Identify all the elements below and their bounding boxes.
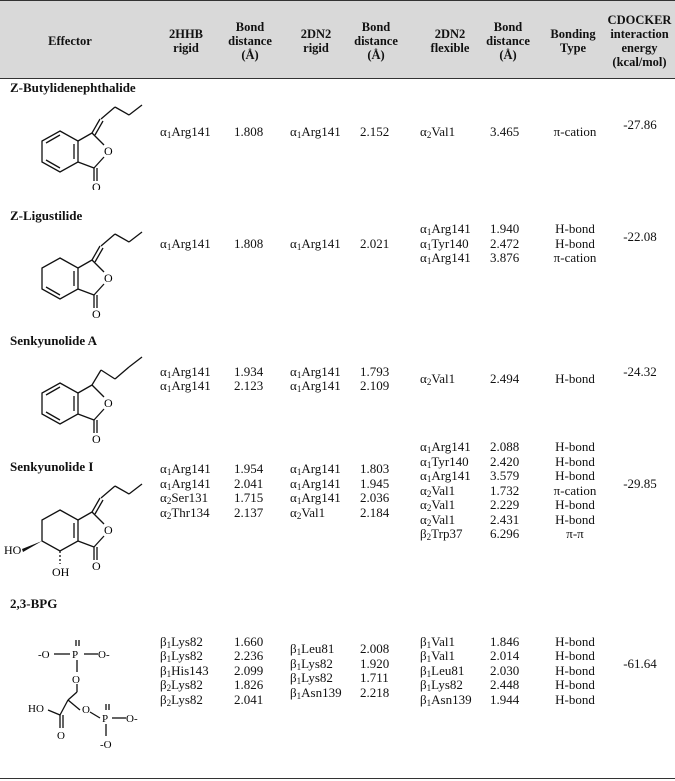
bonding-type: H-bond: [555, 633, 595, 649]
effector-name: Senkyunolide I: [10, 459, 94, 474]
distance-2dn2-rigid: 2.184: [360, 504, 390, 520]
residue-2dn2-rigid: $\beta_1Leu81$: [290, 641, 335, 657]
atom-label: -O: [100, 739, 112, 751]
distance-2dn2-flexible: 2.420: [490, 453, 520, 469]
atom-label: O-: [98, 649, 110, 661]
atom-label: O: [82, 704, 90, 716]
distance-2dn2-rigid: 1.711: [360, 670, 389, 685]
residue-2dn2-rigid-column: [290, 365, 341, 394]
bonding-type: H-bond: [555, 453, 595, 469]
bonding-type-column: [545, 635, 605, 708]
header-line: 2DN2: [434, 26, 466, 41]
header-line: 2DN2: [300, 26, 332, 41]
residue-2dn2-flexible: $\alpha_2Val1$: [420, 497, 456, 514]
bonding-type-column: [545, 372, 605, 387]
header-line: (Å): [367, 47, 385, 62]
structure-senkyunolide-a: [15, 345, 150, 445]
distance-2hhb-column: [234, 635, 263, 708]
distance-2hhb: 2.137: [234, 504, 264, 520]
atom-label: -O: [38, 649, 50, 661]
distance-2hhb: 1.808: [234, 123, 264, 139]
residue-2dn2-flexible: $\alpha_2Val1$: [420, 511, 456, 528]
distance-2hhb: 2.236: [234, 648, 264, 664]
distance-2dn2-rigid: 2.109: [360, 378, 390, 393]
atom-label: OH: [52, 565, 70, 579]
residue-2dn2-rigid: $\alpha_2Val1$: [290, 504, 326, 521]
distance-2hhb: 1.934: [234, 363, 264, 379]
distance-2dn2-flexible: 1.940: [490, 221, 520, 237]
bonding-type: H-bond: [555, 439, 595, 455]
header-line: energy: [621, 40, 658, 55]
distance-2dn2-rigid: 2.218: [360, 684, 390, 700]
bonding-type: H-bond: [555, 497, 595, 513]
residue-2dn2-rigid: $\alpha_1Arg141$: [290, 378, 341, 394]
atom-label: HO: [4, 543, 22, 557]
bonding-type: H-bond: [555, 511, 595, 527]
distance-2hhb: 1.826: [234, 677, 264, 693]
header-line: flexible: [430, 40, 470, 55]
structure-23-bpg: [20, 640, 150, 760]
structure-z-ligustilide: [15, 220, 150, 320]
residue-2dn2-rigid-column: [290, 642, 342, 700]
distance-2dn2-flexible: 2.448: [490, 677, 520, 693]
residue-2dn2-flexible-column: [420, 125, 455, 140]
header-line: rigid: [303, 40, 329, 55]
residue-2dn2-rigid: $\alpha_1Arg141$: [290, 490, 341, 506]
residue-2hhb: $\beta_1Lys82$: [160, 633, 203, 650]
distance-2dn2-flexible: 6.296: [490, 526, 520, 542]
residue-2dn2-flexible: $\alpha_1Tyr140$: [420, 453, 469, 470]
atom-label: O-: [126, 713, 138, 725]
distance-2hhb-column: [234, 125, 263, 140]
distance-2dn2-rigid-column: [360, 237, 389, 252]
residue-2dn2-flexible: $\beta_1Leu81$: [420, 662, 465, 679]
residue-2dn2-flexible: $\alpha_2Val1$: [420, 482, 456, 499]
distance-2dn2-rigid-column: [360, 365, 389, 394]
bonding-type-column: [545, 440, 605, 542]
effector-name: Z-Butylidenephthalide: [10, 80, 136, 95]
header-line: distance: [354, 33, 398, 48]
bonding-type: H-bond: [555, 691, 595, 707]
atom-label: O: [92, 307, 101, 320]
header-line: Bond: [493, 19, 523, 34]
distance-2dn2-flexible: 2.431: [490, 511, 520, 527]
distance-2dn2-rigid: 1.945: [360, 475, 390, 491]
residue-2hhb-column: [160, 237, 211, 252]
cdocker-energy: -61.64: [623, 656, 657, 671]
header-cdocker: [604, 1, 675, 80]
residue-2hhb: $\beta_1Lys82$: [160, 648, 203, 665]
residue-2dn2-rigid: $\beta_1Asn139$: [290, 684, 342, 701]
distance-2hhb-column: [234, 365, 263, 394]
residue-2hhb: $\beta_1His143$: [160, 662, 209, 679]
residue-2dn2-flexible-column: [420, 440, 471, 542]
residue-2dn2-flexible: $\alpha_1Arg141$: [420, 439, 471, 456]
distance-2hhb: 2.099: [234, 662, 264, 678]
distance-2dn2-flexible: 1.846: [490, 633, 520, 649]
cdocker-energy: -22.08: [623, 229, 657, 244]
residue-2hhb: $\alpha_1Arg141$: [160, 475, 211, 492]
residue-2dn2-rigid: $\alpha_1Arg141$: [290, 461, 341, 477]
distance-2hhb: 1.715: [234, 490, 264, 505]
residue-2hhb: $\alpha_1Arg141$: [160, 123, 211, 140]
residue-2hhb-column: [160, 635, 209, 708]
effector-name: Z-Ligustilide: [10, 208, 83, 223]
bonding-type: H-bond: [555, 677, 595, 693]
header-line: (Å): [241, 47, 259, 62]
residue-2hhb: $\alpha_2Thr134$: [160, 504, 210, 521]
residue-2hhb-column: [160, 462, 211, 520]
structure-senkyunolide-i: [2, 472, 150, 582]
atom-label: O: [104, 144, 113, 158]
distance-2dn2-flexible: 1.732: [490, 482, 520, 498]
header-line: interaction: [610, 26, 669, 41]
bonding-type: H-bond: [555, 468, 595, 484]
residue-2hhb: $\beta_2Lys82$: [160, 677, 203, 694]
cdocker-energy: -24.32: [623, 364, 657, 379]
bonding-type: H-bond: [555, 370, 595, 386]
residue-2dn2-rigid: $\beta_1Lys82$: [290, 655, 333, 672]
atom-label: O: [72, 674, 80, 686]
header-line: Type: [559, 40, 587, 55]
residue-2dn2-rigid-column: [290, 125, 341, 140]
residue-2dn2-flexible: $\beta_1Asn139$: [420, 691, 472, 708]
residue-2hhb: $\alpha_2Ser131$: [160, 490, 209, 506]
header-line: distance: [228, 33, 272, 48]
header-bond-distance-1: [222, 1, 278, 80]
atom-label: O: [92, 559, 101, 573]
residue-2hhb: $\beta_2Lys82$: [160, 691, 203, 708]
distance-2dn2-flexible-column: [490, 440, 519, 542]
residue-2dn2-rigid-column: [290, 237, 341, 252]
distance-2dn2-rigid: 1.793: [360, 363, 390, 379]
effector-name: 2,3-BPG: [10, 596, 58, 611]
distance-2dn2-flexible: 1.944: [490, 691, 520, 707]
distance-2dn2-flexible: 3.579: [490, 468, 520, 484]
distance-2hhb: 2.123: [234, 378, 264, 393]
distance-2hhb-column: [234, 237, 263, 252]
header-line: (kcal/mol): [612, 54, 667, 69]
distance-2hhb: 2.041: [234, 691, 264, 707]
residue-2dn2-rigid: $\alpha_1Arg141$: [290, 123, 341, 140]
atom-label: O: [104, 271, 113, 285]
bonding-type: π-cation: [553, 250, 597, 266]
header-line: Bonding: [550, 26, 596, 41]
bonding-type-column: [545, 125, 605, 140]
residue-2hhb-column: [160, 365, 211, 394]
atom-label: P: [72, 649, 79, 661]
distance-2dn2-flexible: 2.088: [490, 439, 520, 455]
header-line: rigid: [173, 40, 199, 55]
header-bond-distance-3: [480, 1, 536, 80]
header-line: (Å): [499, 47, 517, 62]
distance-2dn2-flexible: 3.876: [490, 250, 520, 266]
residue-2dn2-flexible: $\beta_1Lys82$: [420, 677, 463, 694]
residue-2hhb: $\alpha_1Arg141$: [160, 461, 211, 477]
distance-2hhb: 2.041: [234, 475, 264, 491]
distance-2hhb: 1.808: [234, 235, 264, 251]
residue-2dn2-flexible: $\alpha_1Arg141$: [420, 468, 471, 485]
residue-2dn2-flexible: $\beta_2Trp37$: [420, 526, 463, 543]
bonding-type-column: [545, 222, 605, 266]
residue-2dn2-flexible: $\alpha_2Val1$: [420, 370, 456, 387]
cdocker-energy: -27.86: [623, 117, 657, 132]
residue-2dn2-flexible-column: [420, 635, 472, 708]
structure-z-butylidenephthalide: [15, 95, 150, 190]
distance-2dn2-rigid: 2.152: [360, 123, 390, 139]
distance-2dn2-rigid: 2.021: [360, 235, 390, 251]
atom-label: O: [92, 180, 101, 190]
table-header: [0, 0, 675, 79]
residue-2hhb-column: [160, 125, 211, 140]
bonding-type: H-bond: [555, 648, 595, 664]
atom-label: O: [104, 523, 113, 537]
distance-2dn2-flexible-column: [490, 222, 519, 266]
distance-2dn2-rigid: 1.803: [360, 461, 390, 476]
distance-2dn2-flexible: 2.494: [490, 370, 520, 386]
header-line: Bond: [235, 19, 265, 34]
distance-2dn2-rigid: 2.036: [360, 490, 390, 505]
residue-2dn2-flexible: $\alpha_1Arg141$: [420, 250, 471, 267]
bonding-type: H-bond: [555, 235, 595, 251]
bonding-type: H-bond: [555, 221, 595, 237]
bonding-type: π-π: [566, 526, 584, 542]
cdocker-energy: -29.85: [623, 476, 657, 491]
atom-label: O: [92, 432, 101, 445]
distance-2hhb: 1.954: [234, 461, 264, 476]
distance-2dn2-rigid-column: [360, 642, 389, 700]
header-line: Bond: [361, 19, 391, 34]
residue-2dn2-flexible: $\alpha_2Val1$: [420, 123, 456, 140]
distance-2hhb: 1.660: [234, 633, 264, 649]
distance-2hhb-column: [234, 462, 263, 520]
distance-2dn2-flexible: 2.229: [490, 497, 520, 513]
header-line: CDOCKER: [607, 12, 672, 27]
distance-2dn2-rigid-column: [360, 462, 389, 520]
residue-2dn2-flexible: $\alpha_1Arg141$: [420, 221, 471, 238]
header-2dn2-rigid: [278, 1, 354, 80]
atom-label: HO: [28, 703, 44, 715]
header-line: 2HHB: [168, 26, 204, 41]
distance-2dn2-flexible: 3.465: [490, 123, 520, 139]
header-2dn2-flexible: [410, 1, 490, 80]
bonding-type: π-cation: [553, 482, 597, 498]
distance-2dn2-flexible-column: [490, 635, 519, 708]
residue-2dn2-rigid: $\alpha_1Arg141$: [290, 363, 341, 380]
distance-2dn2-flexible-column: [490, 125, 519, 140]
bonding-type: π-cation: [553, 123, 597, 139]
residue-2dn2-rigid: $\alpha_1Arg141$: [290, 235, 341, 252]
header-effector: Effector: [48, 33, 92, 48]
residue-2hhb: $\alpha_1Arg141$: [160, 378, 211, 394]
header-2hhb-rigid: [150, 1, 222, 80]
residue-2dn2-flexible-column: [420, 372, 455, 387]
distance-2dn2-flexible: 2.472: [490, 235, 520, 251]
residue-2dn2-flexible: $\alpha_1Tyr140$: [420, 235, 469, 252]
residue-2hhb: $\alpha_1Arg141$: [160, 235, 211, 252]
residue-2hhb: $\alpha_1Arg141$: [160, 363, 211, 380]
residue-2dn2-rigid: $\beta_1Lys82$: [290, 670, 333, 686]
residue-2dn2-flexible: $\beta_1Val1$: [420, 633, 455, 650]
distance-2dn2-flexible: 2.030: [490, 662, 520, 678]
distance-2dn2-rigid: 2.008: [360, 641, 390, 656]
atom-label: P: [102, 713, 109, 725]
table-bottom-rule: [0, 778, 675, 779]
header-bonding-type: [538, 1, 608, 80]
atom-label: O: [104, 396, 113, 410]
header-bond-distance-2: [348, 1, 404, 80]
residue-2dn2-flexible: $\beta_1Val1$: [420, 648, 455, 665]
residue-2dn2-rigid-column: [290, 462, 341, 520]
distance-2dn2-rigid: 1.920: [360, 655, 390, 671]
residue-2dn2-flexible-column: [420, 222, 471, 266]
effector-name: Senkyunolide A: [10, 333, 98, 348]
atom-label: O: [57, 730, 65, 742]
header-line: distance: [486, 33, 530, 48]
distance-2dn2-flexible: 2.014: [490, 648, 520, 664]
distance-2dn2-rigid-column: [360, 125, 389, 140]
bonding-type: H-bond: [555, 662, 595, 678]
distance-2dn2-flexible-column: [490, 372, 519, 387]
residue-2dn2-rigid: $\alpha_1Arg141$: [290, 475, 341, 492]
